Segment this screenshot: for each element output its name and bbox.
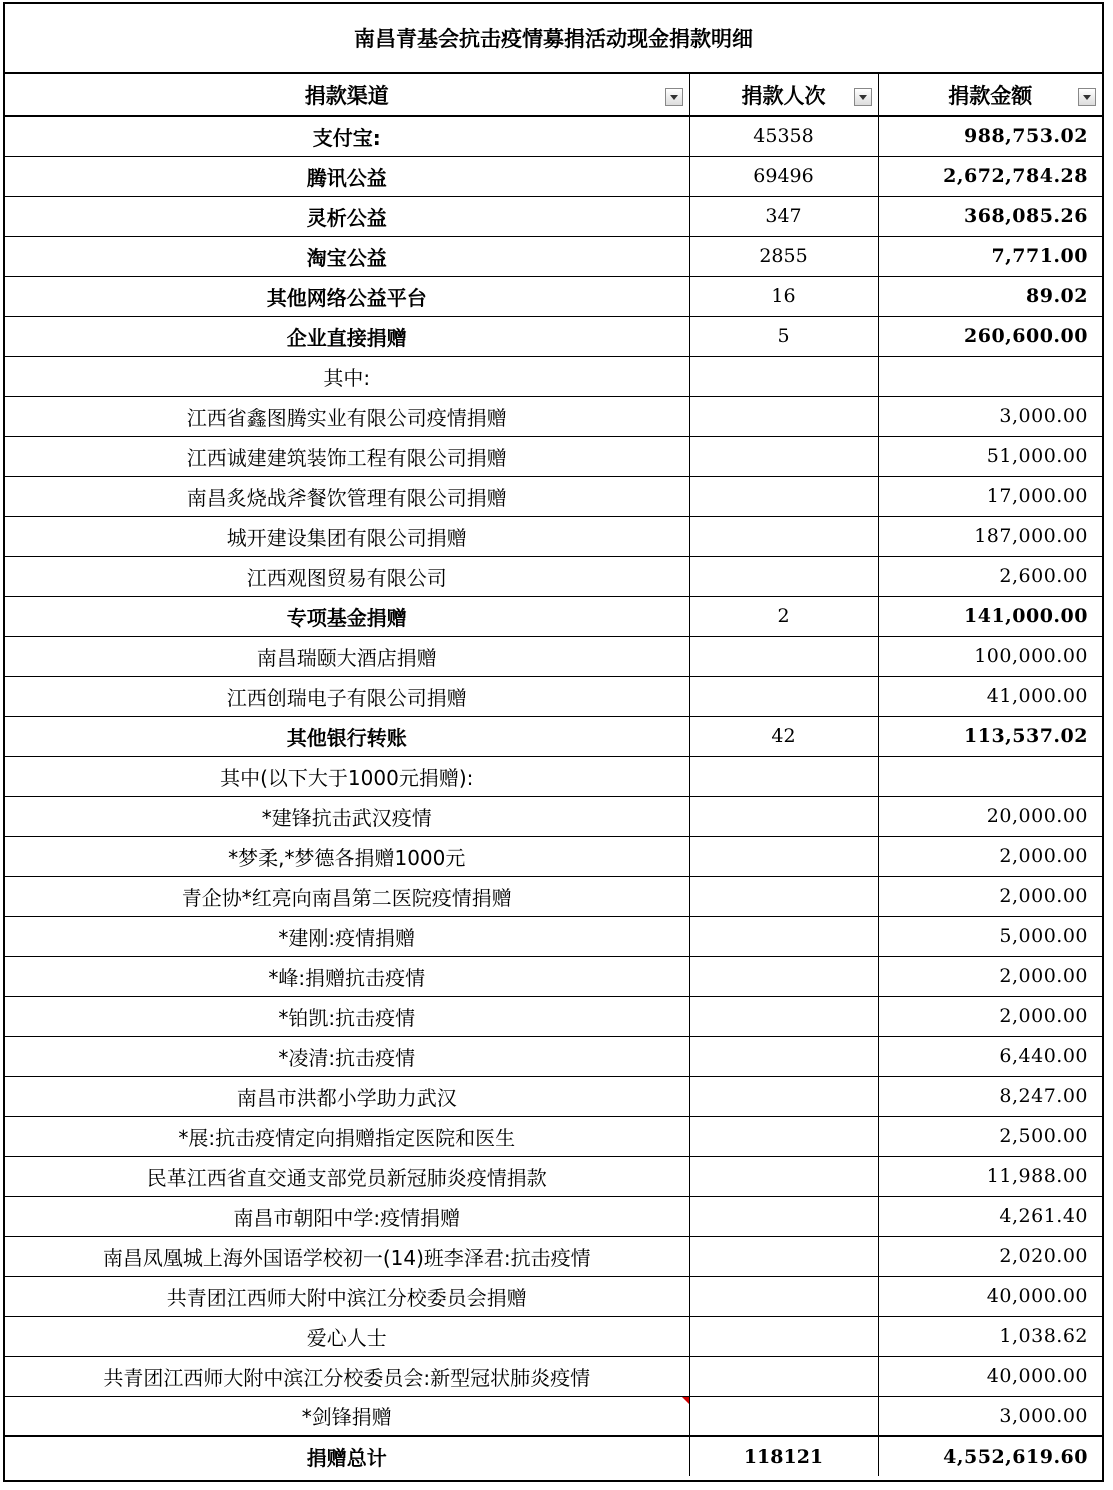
amount-cell[interactable]: 89.02 — [878, 276, 1102, 316]
channel-cell[interactable]: 南昌炙烧战斧餐饮管理有限公司捐赠 — [5, 476, 689, 516]
channel-cell[interactable]: 民革江西省直交通支部党员新冠肺炎疫情捐款 — [5, 1156, 689, 1196]
count-cell[interactable] — [689, 1156, 878, 1196]
count-cell[interactable] — [689, 1276, 878, 1316]
table-row — [5, 1236, 1102, 1276]
count-cell[interactable] — [689, 476, 878, 516]
count-cell[interactable] — [689, 436, 878, 476]
channel-cell[interactable]: 其他银行转账 — [5, 716, 689, 756]
amount-cell[interactable]: 3,000.00 — [878, 396, 1102, 436]
table-row — [5, 276, 1102, 316]
channel-cell[interactable]: 南昌瑞颐大酒店捐赠 — [5, 636, 689, 676]
amount-cell[interactable]: 2,020.00 — [878, 1236, 1102, 1276]
count-cell[interactable]: 16 — [689, 276, 878, 316]
amount-cell[interactable]: 11,988.00 — [878, 1156, 1102, 1196]
table-row — [5, 1276, 1102, 1316]
channel-cell[interactable]: 其中: — [5, 356, 689, 396]
amount-cell[interactable]: 2,000.00 — [878, 996, 1102, 1036]
amount-cell[interactable]: 5,000.00 — [878, 916, 1102, 956]
channel-cell[interactable]: 南昌市朝阳中学:疫情捐赠 — [5, 1196, 689, 1236]
table-row — [5, 1116, 1102, 1156]
count-cell[interactable]: 45358 — [689, 116, 878, 156]
count-cell[interactable] — [689, 796, 878, 836]
count-filter-dropdown-icon[interactable] — [854, 88, 872, 106]
count-cell[interactable] — [689, 556, 878, 596]
count-cell[interactable] — [689, 876, 878, 916]
channel-cell[interactable]: *凌清:抗击疫情 — [5, 1036, 689, 1076]
channel-cell[interactable]: 江西观图贸易有限公司 — [5, 556, 689, 596]
table-row — [5, 236, 1102, 276]
table-row — [5, 556, 1102, 596]
amount-cell[interactable]: 2,672,784.28 — [878, 156, 1102, 196]
channel-cell[interactable]: *铂凯:抗击疫情 — [5, 996, 689, 1036]
table-row — [5, 116, 1102, 156]
amount-cell[interactable]: 20,000.00 — [878, 796, 1102, 836]
channel-cell[interactable]: 支付宝: — [5, 116, 689, 156]
table-row — [5, 916, 1102, 956]
amount-cell[interactable] — [878, 756, 1102, 796]
channel-filter-dropdown-icon[interactable] — [665, 88, 683, 106]
table-row — [5, 956, 1102, 996]
amount-cell[interactable]: 17,000.00 — [878, 476, 1102, 516]
table-row — [5, 716, 1102, 756]
table-row — [5, 796, 1102, 836]
channel-cell[interactable]: *建锋抗击武汉疫情 — [5, 796, 689, 836]
amount-cell[interactable]: 3,000.00 — [878, 1396, 1102, 1436]
total-row — [5, 1436, 1102, 1476]
channel-cell[interactable]: 淘宝公益 — [5, 236, 689, 276]
donation-table — [5, 74, 1102, 1476]
amount-cell[interactable]: 988,753.02 — [878, 116, 1102, 156]
count-cell[interactable]: 69496 — [689, 156, 878, 196]
table-row — [5, 316, 1102, 356]
table-row — [5, 836, 1102, 876]
amount-cell[interactable]: 2,600.00 — [878, 556, 1102, 596]
channel-cell[interactable]: 南昌凤凰城上海外国语学校初一(14)班李泽君:抗击疫情 — [5, 1236, 689, 1276]
table-row — [5, 156, 1102, 196]
count-cell[interactable] — [689, 636, 878, 676]
count-cell[interactable]: 2855 — [689, 236, 878, 276]
table-row — [5, 756, 1102, 796]
count-cell[interactable] — [689, 836, 878, 876]
amount-cell[interactable]: 2,000.00 — [878, 836, 1102, 876]
channel-cell[interactable]: 南昌市洪都小学助力武汉 — [5, 1076, 689, 1116]
table-row — [5, 596, 1102, 636]
table-row — [5, 1036, 1102, 1076]
total-label-cell[interactable]: 捐赠总计 — [5, 1436, 689, 1476]
channel-cell[interactable]: 腾讯公益 — [5, 156, 689, 196]
amount-cell[interactable]: 260,600.00 — [878, 316, 1102, 356]
sheet-title: 南昌青基会抗击疫情募捐活动现金捐款明细 — [5, 4, 1102, 74]
count-cell[interactable] — [689, 1036, 878, 1076]
amount-cell[interactable]: 7,771.00 — [878, 236, 1102, 276]
channel-cell[interactable]: 企业直接捐赠 — [5, 316, 689, 356]
channel-cell[interactable]: 江西创瑞电子有限公司捐赠 — [5, 676, 689, 716]
table-row — [5, 1316, 1102, 1356]
table-row — [5, 516, 1102, 556]
count-cell[interactable]: 42 — [689, 716, 878, 756]
table-row — [5, 676, 1102, 716]
count-cell[interactable] — [689, 1116, 878, 1156]
amount-cell[interactable]: 40,000.00 — [878, 1276, 1102, 1316]
count-cell[interactable] — [689, 356, 878, 396]
amount-cell[interactable]: 1,038.62 — [878, 1316, 1102, 1356]
header-amount — [878, 74, 1102, 116]
channel-cell[interactable]: 青企协*红亮向南昌第二医院疫情捐赠 — [5, 876, 689, 916]
channel-cell[interactable]: *梦柔,*梦德各捐赠1000元 — [5, 836, 689, 876]
table-row — [5, 396, 1102, 436]
amount-cell[interactable]: 368,085.26 — [878, 196, 1102, 236]
channel-cell[interactable]: 江西诚建建筑装饰工程有限公司捐赠 — [5, 436, 689, 476]
comment-indicator-icon[interactable] — [682, 1397, 689, 1404]
count-cell[interactable] — [689, 1356, 878, 1396]
table-row — [5, 356, 1102, 396]
channel-cell[interactable]: 共青团江西师大附中滨江分校委员会捐赠 — [5, 1276, 689, 1316]
header-amount-label: 捐款金额 — [948, 83, 1033, 108]
channel-cell[interactable]: 灵析公益 — [5, 196, 689, 236]
table-row — [5, 996, 1102, 1036]
count-cell[interactable] — [689, 1196, 878, 1236]
amount-cell[interactable]: 113,537.02 — [878, 716, 1102, 756]
amount-cell[interactable]: 141,000.00 — [878, 596, 1102, 636]
channel-cell[interactable]: *剑锋捐赠 — [5, 1396, 689, 1436]
channel-cell[interactable]: 其他网络公益平台 — [5, 276, 689, 316]
table-row — [5, 1196, 1102, 1236]
channel-cell[interactable]: 共青团江西师大附中滨江分校委员会:新型冠状肺炎疫情 — [5, 1356, 689, 1396]
amount-cell[interactable]: 51,000.00 — [878, 436, 1102, 476]
channel-cell[interactable]: 其中(以下大于1000元捐赠): — [5, 756, 689, 796]
table-row — [5, 636, 1102, 676]
table-row — [5, 436, 1102, 476]
table-row — [5, 1396, 1102, 1436]
count-cell[interactable] — [689, 916, 878, 956]
count-cell[interactable] — [689, 1076, 878, 1116]
table-row — [5, 876, 1102, 916]
amount-cell[interactable]: 40,000.00 — [878, 1356, 1102, 1396]
header-channel — [5, 74, 689, 116]
count-cell[interactable] — [689, 676, 878, 716]
amount-cell[interactable]: 187,000.00 — [878, 516, 1102, 556]
channel-cell[interactable]: *建刚:疫情捐赠 — [5, 916, 689, 956]
amount-cell[interactable] — [878, 356, 1102, 396]
amount-cell[interactable]: 8,247.00 — [878, 1076, 1102, 1116]
header-count-label: 捐款人次 — [741, 83, 826, 108]
count-cell[interactable] — [689, 996, 878, 1036]
total-count-cell[interactable]: 118121 — [689, 1436, 878, 1476]
channel-cell[interactable]: 专项基金捐赠 — [5, 596, 689, 636]
amount-cell[interactable]: 2,000.00 — [878, 956, 1102, 996]
table-row — [5, 196, 1102, 236]
count-cell[interactable]: 2 — [689, 596, 878, 636]
channel-cell[interactable]: 江西省鑫图腾实业有限公司疫情捐赠 — [5, 396, 689, 436]
channel-cell[interactable]: 爱心人士 — [5, 1316, 689, 1356]
table-row — [5, 1076, 1102, 1116]
channel-cell[interactable]: 城开建设集团有限公司捐赠 — [5, 516, 689, 556]
channel-cell[interactable]: *展:抗击疫情定向捐赠指定医院和医生 — [5, 1116, 689, 1156]
amount-cell[interactable]: 2,500.00 — [878, 1116, 1102, 1156]
header-channel-label: 捐款渠道 — [304, 83, 389, 108]
count-cell[interactable] — [689, 1236, 878, 1276]
amount-cell[interactable]: 2,000.00 — [878, 876, 1102, 916]
amount-cell[interactable]: 6,440.00 — [878, 1036, 1102, 1076]
header-count — [689, 74, 878, 116]
amount-cell[interactable]: 41,000.00 — [878, 676, 1102, 716]
count-cell[interactable]: 5 — [689, 316, 878, 356]
channel-cell[interactable]: *峰:捐赠抗击疫情 — [5, 956, 689, 996]
spreadsheet — [3, 2, 1104, 1482]
header-row — [5, 74, 1102, 116]
count-cell[interactable]: 347 — [689, 196, 878, 236]
count-cell[interactable] — [689, 396, 878, 436]
amount-cell[interactable]: 4,261.40 — [878, 1196, 1102, 1236]
table-row — [5, 1156, 1102, 1196]
table-row — [5, 476, 1102, 516]
table-row — [5, 1356, 1102, 1396]
count-cell[interactable] — [689, 1396, 878, 1436]
count-cell[interactable] — [689, 756, 878, 796]
count-cell[interactable] — [689, 516, 878, 556]
count-cell[interactable] — [689, 956, 878, 996]
total-amount-cell[interactable]: 4,552,619.60 — [878, 1436, 1102, 1476]
count-cell[interactable] — [689, 1316, 878, 1356]
amount-filter-dropdown-icon[interactable] — [1078, 88, 1096, 106]
amount-cell[interactable]: 100,000.00 — [878, 636, 1102, 676]
